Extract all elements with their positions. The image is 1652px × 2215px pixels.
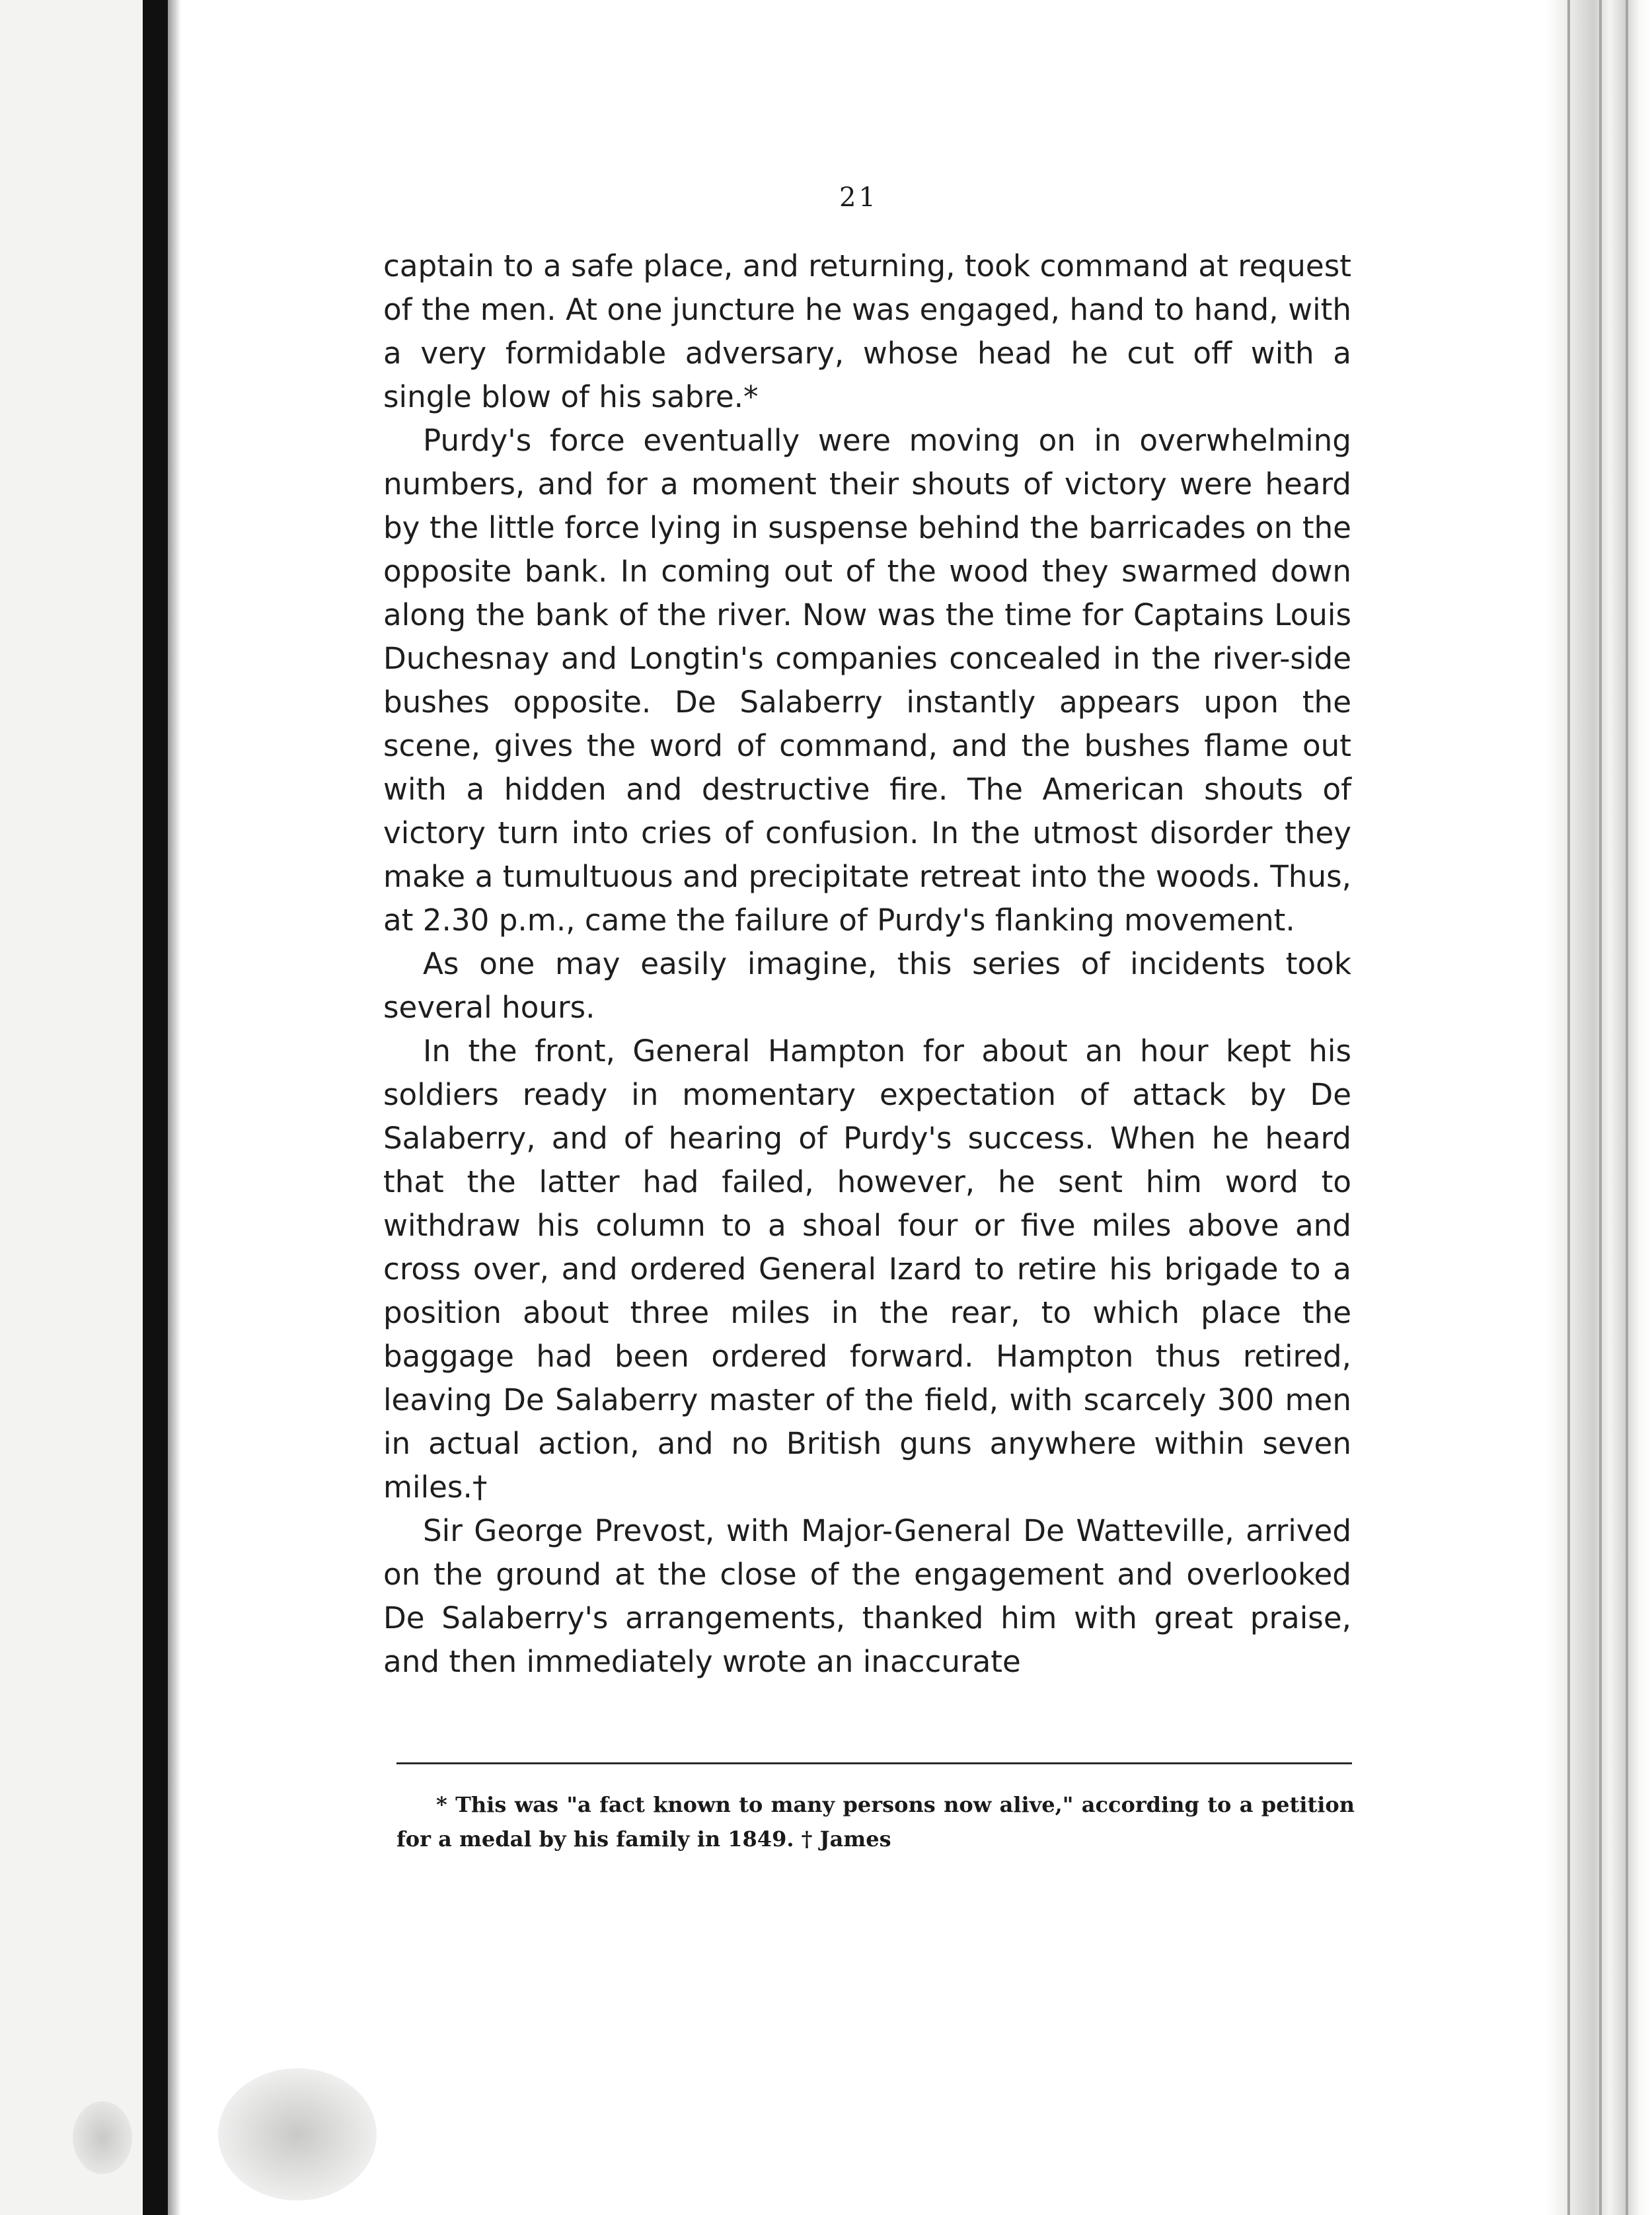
paragraph: Sir George Prevost, with Major-General De Watteville, arrived on the ground at the close of the engagement and overlooked De Salaberry's arrangements, thanked him with great praise, and then immediately wrote an inaccurate [383,1513,1351,1679]
paragraph: captain to a safe place, and returning, took command at request of the men. At one juncture he was engaged, hand to hand, with a very formidable adversary, whose head he cut off with a single blow of his sabre.* [383,248,1351,414]
paragraph: Purdy's force eventually were moving on in overwhelming numbers, and for a moment their shouts of victory were heard by the little force lying in suspense behind the barricades on the opposite bank. In coming out of the wood they swarmed down along the bank of the river. Now was the time for Captains Louis Duchesnay and Longtin's companies concealed in the river-side bushes opposite. De Salaberry instantly appears upon the scene, gives the word of command, and the bushes flame out with a hidden and destructive fire. The American shouts of victory turn into cries of confusion. In the utmost disorder they make a tumultuous and precipitate retreat into the woods. Thus, at 2.30 p.m., came the failure of Purdy's flanking movement. [383,423,1351,938]
left-margin [0,0,143,2215]
binding-shadow [168,0,181,2215]
page-edge-line [1599,0,1602,2215]
footnotes [396,1787,1355,1856]
body-text [383,244,1351,1684]
paragraph: As one may easily imagine, this series of incidents took several hours. [383,946,1351,1025]
footnote: * This was "a fact known to many persons now alive," according to a petition for a medal by his family in 1849. † James [396,1792,1355,1852]
footnote-divider [396,1762,1352,1764]
smudge-mark [218,2068,377,2200]
book-binding [143,0,168,2215]
page-number: 21 [839,182,878,213]
page-edge-line [1567,0,1570,2215]
smudge-mark [73,2101,132,2174]
page-edge-line [1626,0,1628,2215]
paragraph: In the front, General Hampton for about an hour kept his soldiers ready in momentary expectation of attack by De Salaberry, and of hearing of Purdy's success. When he heard that the latter had failed, however, he sent him word to withdraw his column to a shoal four or five miles above and cross over, and ordered General Izard to retire his brigade to a position about three miles in the rear, to which place the baggage had been ordered forward. Hampton thus retired, leaving De Salaberry master of the field, with scarcely 300 men in actual action, and no British guns anywhere within seven miles.† [383,1033,1351,1505]
